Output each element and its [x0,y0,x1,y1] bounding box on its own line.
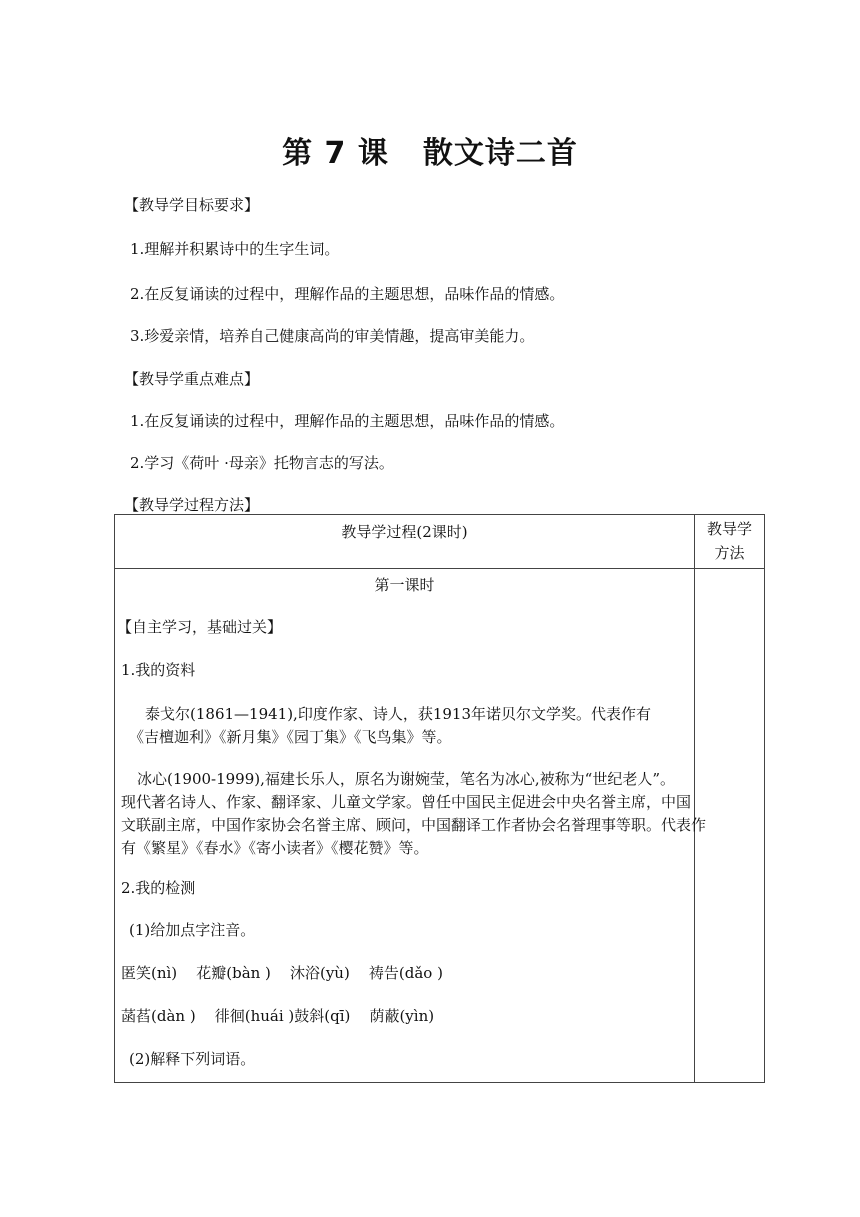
goal-item: 2.在反复诵读的过程中，理解作品的主题思想，品味作品的情感。 [130,285,565,303]
lesson-number: 第 7 课 [282,136,389,171]
key-points-heading: 【教导学重点难点】 [124,370,260,388]
question-1: (1)给加点字注音。 [129,921,256,939]
goals-heading: 【教导学目标要求】 [124,196,260,214]
goal-item: 1.理解并积累诗中的生字生词。 [130,240,340,258]
my-test-heading: 2.我的检测 [121,879,196,897]
method-column-header: 教导学 方法 [695,515,765,569]
process-table [114,514,765,1083]
self-study-heading: 【自主学习，基础过关】 [117,618,283,636]
question-2: (2)解释下列词语。 [129,1050,256,1068]
pinyin-row: 匿笑(nì) 花瓣(bàn ) 沐浴(yù) 祷告(dǎo ) [121,964,443,982]
bingxin-text: 有《繁星》《春水》《寄小读者》《樱花赞》等。 [121,839,429,857]
process-content-cell [115,569,707,1083]
bingxin-text: 文联副主席，中国作家协会名誉主席、顾问，中国翻译工作者协会名誉理事等职。代表作 [121,816,707,834]
goal-item: 3.珍爱亲情，培养自己健康高尚的审美情趣，提高审美能力。 [130,327,535,345]
tagore-text: 泰戈尔(1861—1941),印度作家、诗人，获1913年诺贝尔文学奖。代表作有 [145,705,651,723]
my-info-heading: 1.我的资料 [121,661,196,679]
key-point-item: 2.学习《荷叶 ·母亲》托物言志的写法。 [130,454,394,472]
pinyin-row: 菡萏(dàn ) 徘徊(huái )鼓斜(qī) 荫蔽(yìn) [121,1007,435,1025]
key-point-item: 1.在反复诵读的过程中，理解作品的主题思想，品味作品的情感。 [130,412,565,430]
bingxin-text: 现代著名诗人、作家、翻译家、儿童文学家。曾任中国民主促进会中央名誉主席，中国 [121,793,692,811]
period-label: 第一课时 [374,576,435,594]
process-heading: 【教导学过程方法】 [124,496,260,514]
bingxin-text: 冰心(1900-1999),福建长乐人，原名为谢婉莹，笔名为冰心,被称为“世纪老人”。 [137,770,675,788]
lesson-name: 散文诗二首 [422,136,578,171]
tagore-text: 《吉檀迦利》《新月集》《园丁集》《飞鸟集》等。 [129,728,452,746]
page-title [0,128,860,172]
process-column-header: 教导学过程(2课时) [115,515,695,569]
